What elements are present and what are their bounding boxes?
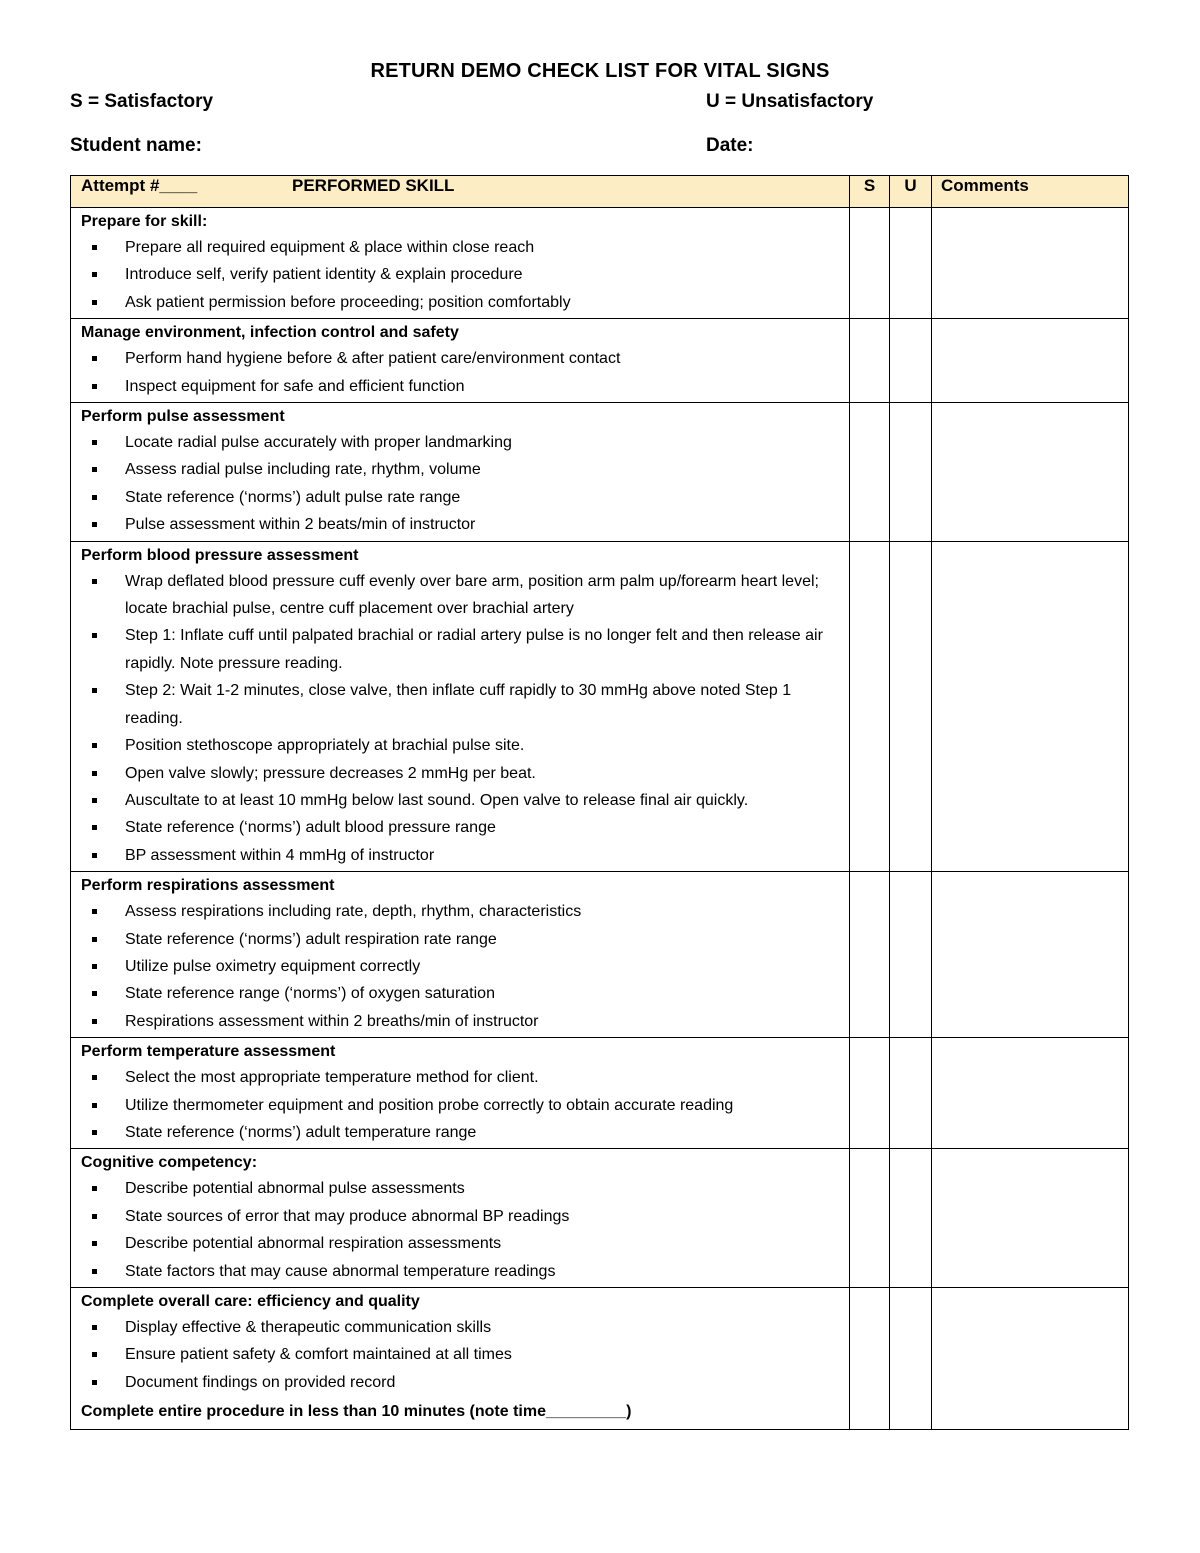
skill-item-list [71,345,849,402]
skill-cell [71,872,850,1038]
skill-item: Step 2: Wait 1-2 minutes, close valve, then inflate cuff rapidly to 30 mmHg above noted Step 1 reading. [71,677,849,732]
comments-cell[interactable] [932,872,1129,1038]
section-row [71,1288,1129,1430]
u-checkbox-cell[interactable] [890,541,932,871]
attempt-number-label: Attempt #____ [81,176,198,195]
skill-cell [71,541,850,871]
s-checkbox-cell[interactable] [850,403,890,542]
u-checkbox-cell[interactable] [890,319,932,403]
skill-item: State sources of error that may produce abnormal BP readings [71,1203,849,1230]
skill-item: Describe potential abnormal respiration assessments [71,1230,849,1257]
skill-item: State factors that may cause abnormal temperature readings [71,1258,849,1285]
skill-item-list [71,568,849,871]
s-checkbox-cell[interactable] [850,1288,890,1430]
skill-item: Display effective & therapeutic communication skills [71,1314,849,1341]
time-requirement-line: Complete entire procedure in less than 10 minutes (note time_________) [81,1403,632,1421]
comments-cell[interactable] [932,541,1129,871]
table-header-row [71,176,1129,208]
skill-cell [71,1149,850,1288]
comments-cell[interactable] [932,319,1129,403]
skill-item: Assess radial pulse including rate, rhythm, volume [71,456,849,483]
document-title: RETURN DEMO CHECK LIST FOR VITAL SIGNS [370,60,830,82]
s-checkbox-cell[interactable] [850,872,890,1038]
skill-item: State reference (‘norms’) adult respiration rate range [71,926,849,953]
section-row [71,1038,1129,1149]
skill-cell [71,1288,850,1430]
skill-column-header [71,176,850,208]
section-title: Prepare for skill: [81,213,208,230]
skill-item: Position stethoscope appropriately at brachial pulse site. [71,732,849,759]
comments-cell[interactable] [932,208,1129,319]
s-column-header: S [850,176,890,208]
u-checkbox-cell[interactable] [890,1149,932,1288]
unsatisfactory-legend: U = Unsatisfactory [706,91,874,112]
section-row [71,208,1129,319]
skill-item-list [71,898,849,1037]
satisfactory-legend: S = Satisfactory [70,91,214,112]
skill-item: Respirations assessment within 2 breaths/min of instructor [71,1008,849,1035]
comments-cell[interactable] [932,1038,1129,1149]
skill-item: Pulse assessment within 2 beats/min of instructor [71,511,849,538]
s-checkbox-cell[interactable] [850,1038,890,1149]
skill-cell [71,1038,850,1149]
skill-item: State reference (‘norms’) adult pulse rate range [71,484,849,511]
skill-item: Locate radial pulse accurately with proper landmarking [71,429,849,456]
skill-item: Describe potential abnormal pulse assessments [71,1175,849,1202]
s-checkbox-cell[interactable] [850,541,890,871]
section-title: Perform blood pressure assessment [81,546,359,564]
s-checkbox-cell[interactable] [850,1149,890,1288]
skill-item-list [71,429,849,541]
comments-cell[interactable] [932,1149,1129,1288]
student-name-label: Student name: [70,135,202,156]
section-row [71,541,1129,871]
comments-cell[interactable] [932,1288,1129,1430]
skill-cell [71,319,850,403]
section-title: Manage environment, infection control and safety [81,324,459,342]
skill-item: Ensure patient safety & comfort maintained at all times [71,1341,849,1368]
skill-item: State reference (‘norms’) adult temperature range [71,1119,849,1146]
u-checkbox-cell[interactable] [890,1038,932,1149]
skill-item: Utilize thermometer equipment and position probe correctly to obtain accurate reading [71,1092,849,1119]
date-label: Date: [706,135,754,156]
section-title: Complete overall care: efficiency and quality [81,1293,420,1310]
skill-item: Assess respirations including rate, depth, rhythm, characteristics [71,898,849,925]
skill-item: Utilize pulse oximetry equipment correctly [71,953,849,980]
section-row [71,403,1129,542]
skill-item-list [71,234,849,318]
skill-item: Ask patient permission before proceeding; position comfortably [71,289,849,316]
u-checkbox-cell[interactable] [890,872,932,1038]
skill-item: Open valve slowly; pressure decreases 2 mmHg per beat. [71,760,849,787]
skill-item-list [71,1064,849,1148]
skill-item: State reference (‘norms’) adult blood pressure range [71,814,849,841]
skill-item: Introduce self, verify patient identity & explain procedure [71,261,849,288]
skill-item: Inspect equipment for safe and efficient function [71,373,849,400]
skill-item: BP assessment within 4 mmHg of instructor [71,842,849,869]
section-title: Cognitive competency: [81,1154,258,1172]
u-checkbox-cell[interactable] [890,208,932,319]
comments-column-header: Comments [932,176,1129,208]
skill-item: Select the most appropriate temperature method for client. [71,1064,849,1091]
u-checkbox-cell[interactable] [890,403,932,542]
skill-item: State reference range (‘norms’) of oxygen saturation [71,980,849,1007]
s-checkbox-cell[interactable] [850,319,890,403]
skill-item-list [71,1314,849,1398]
section-title: Perform respirations assessment [81,877,335,895]
skill-cell [71,208,850,319]
skills-checklist-table [70,175,1129,1430]
section-title: Perform pulse assessment [81,408,285,426]
skill-item: Prepare all required equipment & place within close reach [71,234,849,261]
section-row [71,319,1129,403]
skill-cell [71,403,850,542]
skill-item: Wrap deflated blood pressure cuff evenly over bare arm, position arm palm up/forearm heart level; locate brachial pulse, centre cuff placement over brachial artery [71,568,849,623]
u-checkbox-cell[interactable] [890,1288,932,1430]
section-row [71,872,1129,1038]
skill-item: Perform hand hygiene before & after patient care/environment contact [71,345,849,372]
performed-skill-label: PERFORMED SKILL [292,176,455,195]
skill-item: Step 1: Inflate cuff until palpated brachial or radial artery pulse is no longer felt and then release air rapidly. Note pressure reading. [71,622,849,677]
section-title: Perform temperature assessment [81,1043,336,1061]
section-row [71,1149,1129,1288]
s-checkbox-cell[interactable] [850,208,890,319]
u-column-header: U [890,176,932,208]
comments-cell[interactable] [932,403,1129,542]
skill-item-list [71,1175,849,1287]
skill-item: Document findings on provided record [71,1369,849,1396]
skill-item: Auscultate to at least 10 mmHg below last sound. Open valve to release final air quickly. [71,787,849,814]
